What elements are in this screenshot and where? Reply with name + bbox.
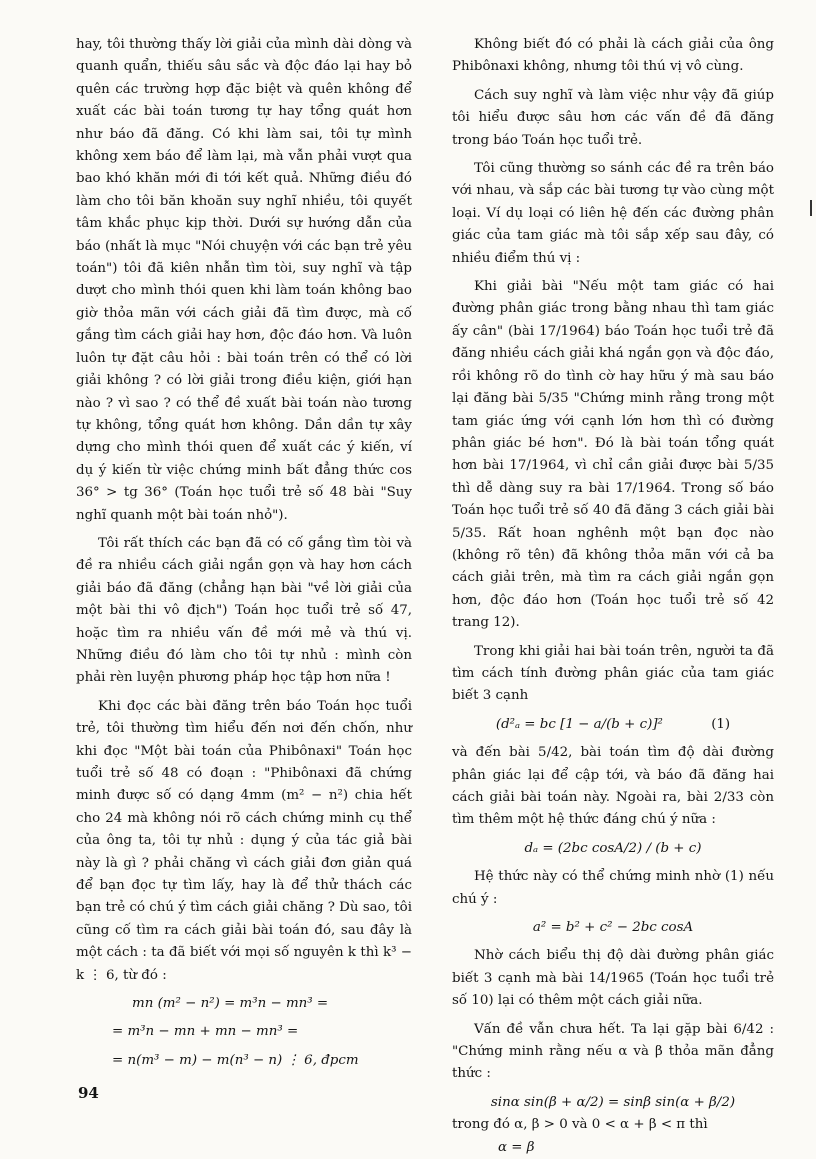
paragraph: Nhờ cách biểu thị độ dài đường phân giác biết 3 cạnh mà bài 14/1965 (Toán học tuổi trẻ số 10) lại có thêm một cách giải nữa. bbox=[452, 948, 774, 1009]
formula-number: (1) bbox=[711, 716, 731, 732]
formula-bisector-length bbox=[452, 714, 774, 736]
paragraph: Khi đọc các bài đăng trên báo Toán học tuổi trẻ, tôi thường tìm hiểu đến nơi đến chốn, như khi đọc "Một bài toán của Phibônaxi" Toán học tuổi trẻ số 48 có đoạn : "Phibônaxi đã chứng minh được số có dạng 4mm (m² − n²) chia hết cho 24 mà không nói rõ cách chứng minh cụ thể của ông ta, tôi tự nhủ : dụng ý của tác giả bài này là gì ? phải chăng vì cách giải đơn giản quá để bạn đọc tự tìm lấy, hay là để thử thách các bạn trẻ có chú ý tìm cách giải chăng ? Dù sao, tôi cũng cố tìm ra cách giải bài toán đó, sau đây là một cách : ta đã biết với mọi số nguyên k thì k³ − k ⋮ 6, từ đó : bbox=[76, 698, 412, 983]
paragraph: Tôi rất thích các bạn đã có cố gắng tìm tòi và đề ra nhiều cách giải ngắn gọn và hay hơn cách giải báo đã đăng (chẳng hạn bài "về lời giải của một bài thi vô địch") Toán học tuổi trẻ số 47, hoặc tìm ra nhiều vấn đề mới mẻ và thú vị. Những điều đó làm cho tôi tự nhủ : mình còn phải rèn luyện phương pháp học tập hơn nữa ! bbox=[76, 535, 412, 686]
paragraph: Tôi cũng thường so sánh các đề ra trên báo với nhau, và sắp các bài tương tự vào cùng một loại. Ví dụ loại có liên hệ đến các đường phân giác của tam giác mà tôi sắp xếp sau đây, có nhiều điểm thú vị : bbox=[452, 161, 774, 266]
right-column bbox=[452, 34, 774, 1159]
formula-cosine-law: a² = b² + c² − 2bc cosA bbox=[532, 920, 694, 936]
paragraph: Cách suy nghĩ và làm việc như vậy đã giúp tôi hiểu được sâu hơn các vấn đề đã đăng trong báo Toán học tuổi trẻ. bbox=[452, 87, 774, 148]
paragraph: và đến bài 5/42, bài toán tìm độ dài đường phân giác lại để cập tới, và báo đã đăng hai cách giải bài toán này. Ngoài ra, bài 2/33 còn tìm thêm một hệ thức đáng chú ý nữa : bbox=[452, 745, 774, 828]
paragraph: trong đó α, β > 0 và 0 < α + β < π thì bbox=[452, 1117, 708, 1133]
equation-line: mn (m² − n²) = m³n − mn³ = bbox=[132, 996, 329, 1012]
formula-text: (d²ₐ = bc [1 − a/(b + c)]² bbox=[495, 716, 663, 732]
paragraph: Vấn đề vẫn chưa hết. Ta lại gặp bài 6/42 : "Chứng minh rằng nếu α và β thỏa mãn đẳng thức : bbox=[452, 1021, 774, 1082]
page-number: 94 bbox=[78, 1084, 99, 1102]
left-column bbox=[76, 34, 412, 1072]
formula-conclusion: α = β bbox=[498, 1139, 535, 1155]
paragraph: Không biết đó có phải là cách giải của ông Phibônaxi không, nhưng tôi thú vị vô cùng. bbox=[452, 37, 774, 75]
formula-bisector-cos: dₐ = (2bc cosA/2) / (b + c) bbox=[524, 840, 702, 856]
paragraph: hay, tôi thường thấy lời giải của mình dài dòng và quanh quẩn, thiếu sâu sắc và độc đáo lại hay bỏ quên các trường hợp đặc biệt và quên không để xuất các bài toán tương tự hay tổng quát hơn như báo đã đăng. Có khi làm sai, tôi tự mình không xem báo để làm lại, mà vẫn phải vượt qua bao khó khăn mới đi tới kết quả. Những điều đó làm cho tôi băn khoăn suy nghĩ nhiều, tôi quyết tâm khắc phục kịp thời. Dưới sự hướng dẫn của báo (nhất là mục "Nói chuyện với các bạn trẻ yêu toán") tôi đã kiên nhẫn tìm tòi, suy nghĩ và tập dượt cho mình thói quen khi làm toán không bao giờ thỏa mãn với cách giải đã tìm được, mà cố gắng tìm cách giải hay hơn, độc đáo hơn. Và luôn luôn tự đặt câu hỏi : bài toán trên có thể có lời giải không ? có lời giải trong điều kiện, giới hạn nào ? vì sao ? có thể đề xuất bài toán nào tương tự không, tổng quát hơn không. Dần dần tự xây dựng cho mình thói quen để xuất các ý kiến, ví dụ ý kiến từ việc chứng minh bất đẳng thức cos 36° > tg 36° (Toán học tuổi trẻ số 48 bài "Suy nghĩ quanh một bài toán nhỏ"). bbox=[76, 37, 412, 523]
formula-sine-identity: sinα sin(β + α/2) = sinβ sin(α + β/2) bbox=[490, 1094, 736, 1110]
equation-line: = m³n − mn + mn − mn³ = bbox=[112, 1024, 299, 1040]
paragraph: Khi giải bài "Nếu một tam giác có hai đường phân giác trong bằng nhau thì tam giác ấy cân" (bài 17/1964) báo Toán học tuổi trẻ đã đăng nhiều cách giải khá ngắn gọn và độc đáo, rồi không rõ do tình cờ hay hữu ý mà sau báo lại đăng bài 5/35 "Chứng minh rằng trong một tam giác ứng với cạnh lớn hơn thì có đường phân giác bé hơn". Đó là bài toán tổng quát hơn bài 17/1964, vì chỉ cần giải được bài 5/35 thì dễ dàng suy ra bài 17/1964. Trong số báo Toán học tuổi trẻ số 40 đã đăng 3 cách giải bài 5/35. Rất hoan nghênh một bạn đọc nào (không rõ tên) đã không thỏa mãn với cả ba cách giải trên, mà tìm ra cách giải ngắn gọn hơn, độc đáo hơn (Toán học tuổi trẻ số 42 trang 12). bbox=[452, 279, 774, 631]
scan-edge-mark bbox=[810, 200, 812, 216]
paragraph: Hệ thức này có thể chứng minh nhờ (1) nếu chú ý : bbox=[452, 869, 774, 907]
paragraph: Trong khi giải hai bài toán trên, người ta đã tìm cách tính đường phân giác của tam giác biết 3 cạnh bbox=[452, 643, 774, 704]
equation-line: = n(m³ − m) − m(n³ − n) ⋮ 6, đpcm bbox=[112, 1052, 359, 1068]
